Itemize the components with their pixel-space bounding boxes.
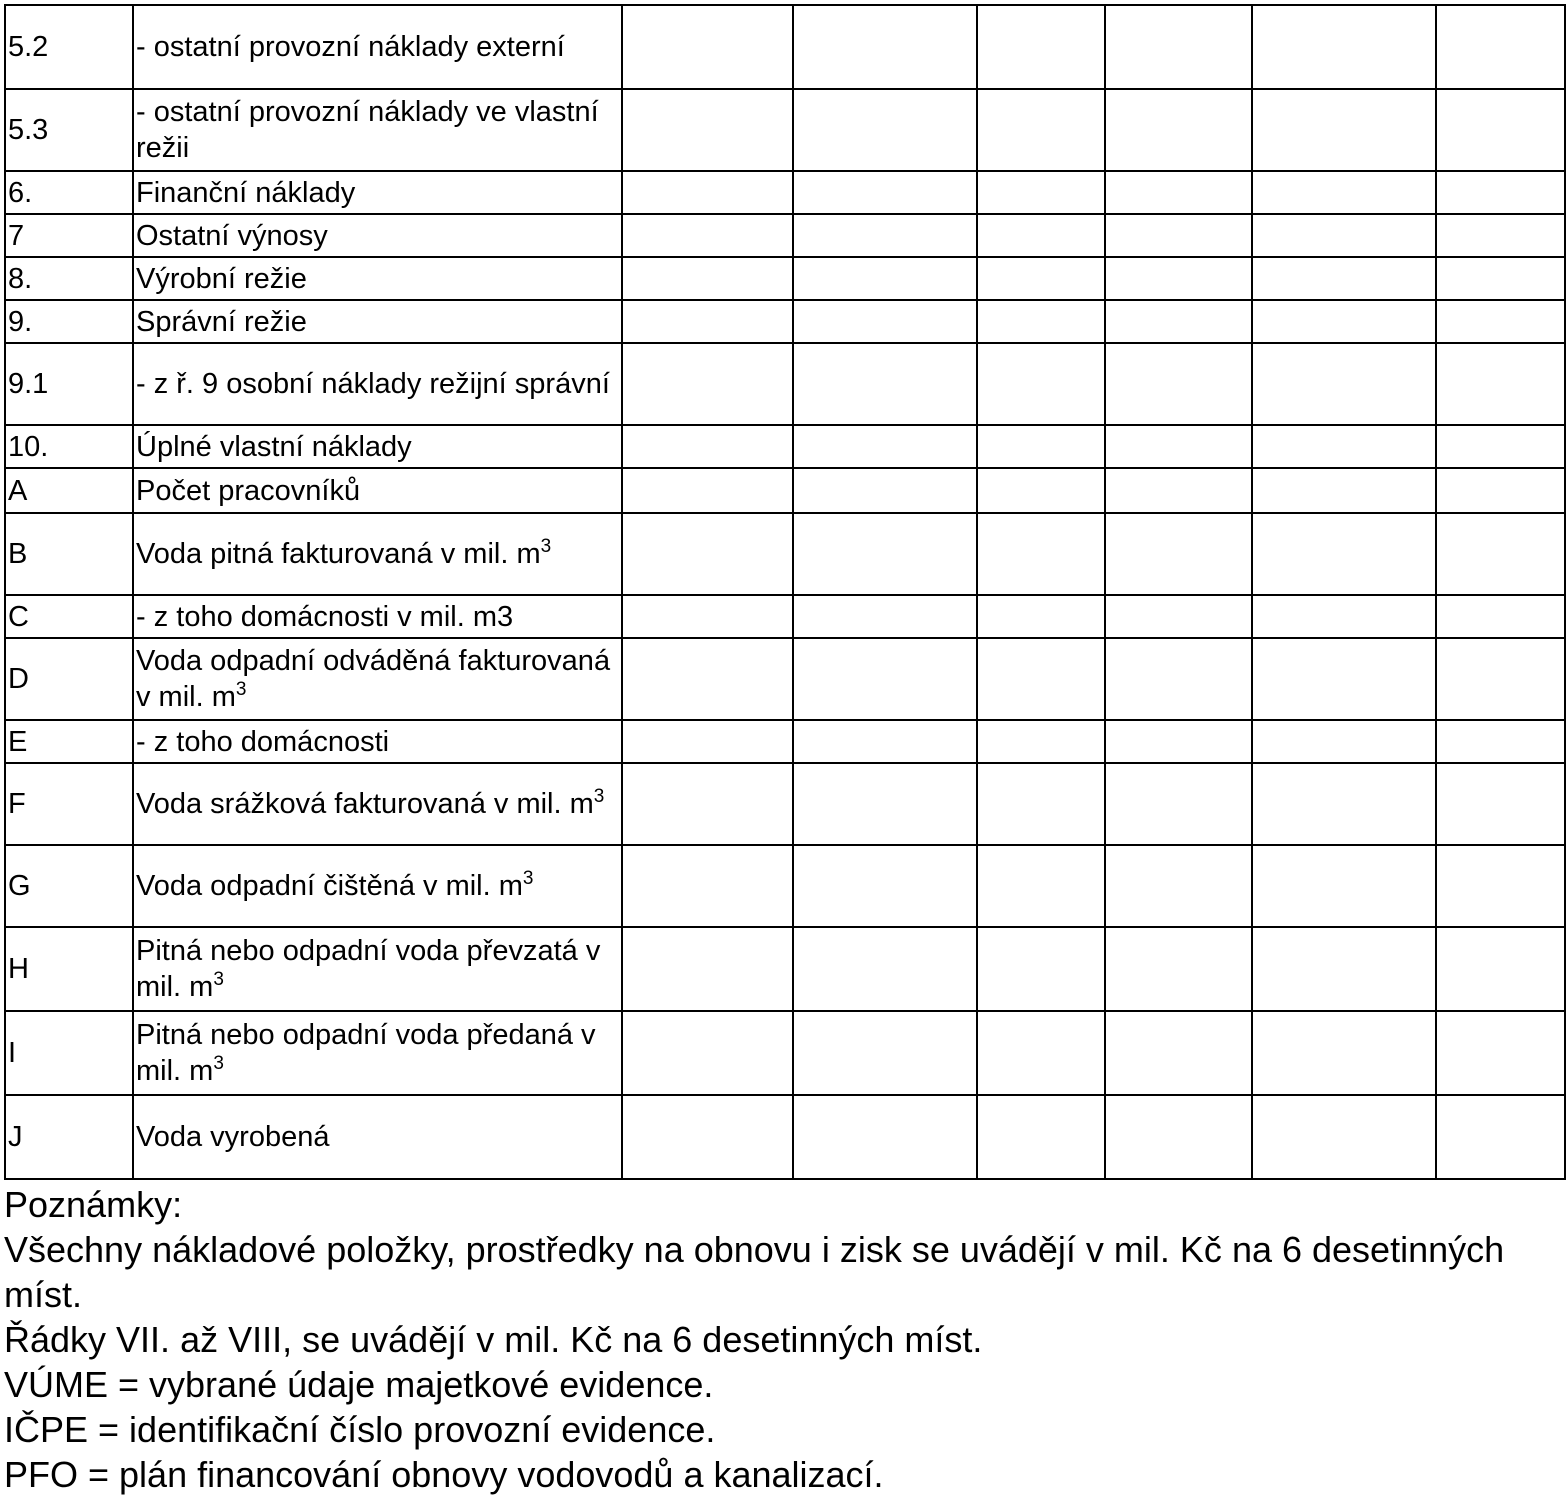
row-code: F (5, 763, 133, 845)
value-cell[interactable] (1105, 513, 1252, 595)
value-cell[interactable] (977, 300, 1105, 343)
row-label: Voda srážková fakturovaná v mil. $m^3$ (133, 763, 622, 845)
row-code: J (5, 1095, 133, 1179)
row-label: Správní režie (133, 300, 622, 343)
value-cell[interactable] (793, 5, 977, 89)
row-code: D (5, 638, 133, 720)
value-cell[interactable] (793, 845, 977, 927)
value-cell[interactable] (622, 763, 793, 845)
note-line: Řádky VII. až VIII, se uvádějí v mil. Kč na 6 desetinných míst. (4, 1319, 983, 1360)
value-cell[interactable] (1436, 763, 1565, 845)
value-cell[interactable] (1252, 300, 1436, 343)
value-cell[interactable] (1252, 5, 1436, 89)
row-code: 7 (5, 214, 133, 257)
cost-table (4, 4, 1566, 1180)
value-cell[interactable] (977, 214, 1105, 257)
value-cell[interactable] (622, 171, 793, 214)
value-cell[interactable] (622, 300, 793, 343)
value-cell[interactable] (793, 214, 977, 257)
value-cell[interactable] (977, 1095, 1105, 1179)
value-cell[interactable] (793, 513, 977, 595)
value-cell[interactable] (622, 595, 793, 638)
value-cell[interactable] (793, 1095, 977, 1179)
value-cell[interactable] (1252, 927, 1436, 1011)
value-cell[interactable] (622, 513, 793, 595)
value-cell[interactable] (1436, 927, 1565, 1011)
value-cell[interactable] (977, 343, 1105, 425)
value-cell[interactable] (1436, 595, 1565, 638)
table-row (5, 425, 1565, 468)
value-cell[interactable] (1252, 720, 1436, 763)
row-label: - ostatní provozní náklady externí (133, 5, 622, 89)
table-row (5, 1095, 1565, 1179)
value-cell[interactable] (1105, 638, 1252, 720)
row-label: Úplné vlastní náklady (133, 425, 622, 468)
value-cell[interactable] (1105, 763, 1252, 845)
value-cell[interactable] (1252, 638, 1436, 720)
value-cell[interactable] (977, 89, 1105, 171)
value-cell[interactable] (1252, 171, 1436, 214)
value-cell[interactable] (1252, 845, 1436, 927)
value-cell[interactable] (1436, 171, 1565, 214)
value-cell[interactable] (1436, 845, 1565, 927)
value-cell[interactable] (1252, 89, 1436, 171)
value-cell[interactable] (1105, 468, 1252, 513)
value-cell[interactable] (793, 89, 977, 171)
value-cell[interactable] (622, 5, 793, 89)
value-cell[interactable] (793, 638, 977, 720)
value-cell[interactable] (793, 927, 977, 1011)
value-cell[interactable] (977, 171, 1105, 214)
superscript: 3 (235, 679, 247, 700)
table-row (5, 638, 1565, 720)
value-cell[interactable] (1436, 343, 1565, 425)
table-row (5, 468, 1565, 513)
value-cell[interactable] (977, 927, 1105, 1011)
note-line: IČPE = identifikační číslo provozní evidence. (4, 1409, 716, 1450)
row-label: Pitná nebo odpadní voda předaná v mil. $m^3$ (133, 1011, 622, 1095)
value-cell[interactable] (1105, 595, 1252, 638)
table-row (5, 89, 1565, 171)
value-cell[interactable] (1436, 638, 1565, 720)
row-code: E (5, 720, 133, 763)
table-row (5, 763, 1565, 845)
value-cell[interactable] (1252, 468, 1436, 513)
row-code: 5.3 (5, 89, 133, 171)
value-cell[interactable] (793, 763, 977, 845)
value-cell[interactable] (1252, 257, 1436, 300)
value-cell[interactable] (977, 720, 1105, 763)
value-cell[interactable] (1436, 89, 1565, 171)
superscript: 3 (213, 969, 224, 990)
table-row (5, 595, 1565, 638)
value-cell[interactable] (1105, 1095, 1252, 1179)
value-cell[interactable] (793, 343, 977, 425)
value-cell[interactable] (1105, 5, 1252, 89)
row-code: H (5, 927, 133, 1011)
value-cell[interactable] (793, 1011, 977, 1095)
row-code: B (5, 513, 133, 595)
value-cell[interactable] (1252, 763, 1436, 845)
value-cell[interactable] (1105, 720, 1252, 763)
table-row (5, 171, 1565, 214)
value-cell[interactable] (1105, 845, 1252, 927)
row-label: Výrobní režie (133, 257, 622, 300)
value-cell[interactable] (1252, 595, 1436, 638)
value-cell[interactable] (977, 5, 1105, 89)
value-cell[interactable] (622, 257, 793, 300)
value-cell[interactable] (793, 257, 977, 300)
value-cell[interactable] (977, 763, 1105, 845)
value-cell[interactable] (977, 468, 1105, 513)
notes-section (4, 1182, 1559, 1497)
row-code: I (5, 1011, 133, 1095)
value-cell[interactable] (1436, 1011, 1565, 1095)
row-code: 5.2 (5, 5, 133, 89)
value-cell[interactable] (1105, 214, 1252, 257)
row-label: Voda pitná fakturovaná v mil. $m^3$ (133, 513, 622, 595)
value-cell[interactable] (1436, 1095, 1565, 1179)
value-cell[interactable] (1105, 300, 1252, 343)
value-cell[interactable] (1105, 343, 1252, 425)
value-cell[interactable] (1436, 468, 1565, 513)
value-cell[interactable] (793, 595, 977, 638)
row-code: G (5, 845, 133, 927)
value-cell[interactable] (1252, 214, 1436, 257)
superscript: 3 (213, 1053, 224, 1074)
row-code: C (5, 595, 133, 638)
table-row (5, 214, 1565, 257)
value-cell[interactable] (1252, 425, 1436, 468)
superscript: 3 (522, 868, 534, 889)
row-code: 9. (5, 300, 133, 343)
value-cell[interactable] (1436, 720, 1565, 763)
value-cell[interactable] (793, 171, 977, 214)
value-cell[interactable] (622, 638, 793, 720)
superscript: 3 (593, 786, 605, 807)
row-code: 9.1 (5, 343, 133, 425)
row-label: - ostatní provozní náklady ve vlastní režii (133, 89, 622, 171)
value-cell[interactable] (1436, 257, 1565, 300)
row-label: Voda odpadní odváděná fakturovaná v mil. $m^3$ (133, 638, 622, 720)
value-cell[interactable] (1252, 1011, 1436, 1095)
table-row (5, 513, 1565, 595)
superscript: 3 (540, 536, 552, 557)
table-row (5, 257, 1565, 300)
row-label: Voda vyrobená (133, 1095, 622, 1179)
table-row (5, 927, 1565, 1011)
value-cell[interactable] (622, 1095, 793, 1179)
value-cell[interactable] (977, 1011, 1105, 1095)
value-cell[interactable] (977, 638, 1105, 720)
value-cell[interactable] (622, 214, 793, 257)
row-label: - z ř. 9 osobní náklady režijní správní (133, 343, 622, 425)
value-cell[interactable] (622, 425, 793, 468)
value-cell[interactable] (622, 927, 793, 1011)
value-cell[interactable] (793, 300, 977, 343)
value-cell[interactable] (622, 468, 793, 513)
value-cell[interactable] (793, 468, 977, 513)
table-row (5, 5, 1565, 89)
value-cell[interactable] (622, 845, 793, 927)
value-cell[interactable] (977, 595, 1105, 638)
row-code: A (5, 468, 133, 513)
table-row (5, 1011, 1565, 1095)
value-cell[interactable] (1436, 5, 1565, 89)
row-label: Ostatní výnosy (133, 214, 622, 257)
value-cell[interactable] (977, 257, 1105, 300)
row-label: Počet pracovníků (133, 468, 622, 513)
table-row (5, 720, 1565, 763)
value-cell[interactable] (793, 425, 977, 468)
row-label: Pitná nebo odpadní voda převzatá v mil. $m^3$ (133, 927, 622, 1011)
value-cell[interactable] (622, 343, 793, 425)
value-cell[interactable] (977, 845, 1105, 927)
value-cell[interactable] (977, 425, 1105, 468)
value-cell[interactable] (1252, 513, 1436, 595)
value-cell[interactable] (622, 720, 793, 763)
row-code: 8. (5, 257, 133, 300)
table-row (5, 343, 1565, 425)
value-cell[interactable] (1105, 927, 1252, 1011)
row-label: - z toho domácnosti v mil. m3 (133, 595, 622, 638)
value-cell[interactable] (1436, 425, 1565, 468)
row-code: 10. (5, 425, 133, 468)
value-cell[interactable] (622, 89, 793, 171)
value-cell[interactable] (793, 720, 977, 763)
value-cell[interactable] (977, 513, 1105, 595)
note-line: PFO = plán financování obnovy vodovodů a kanalizací. (4, 1454, 884, 1495)
note-line: VÚME = vybrané údaje majetkové evidence. (4, 1364, 714, 1405)
value-cell[interactable] (1105, 89, 1252, 171)
value-cell[interactable] (1105, 425, 1252, 468)
row-label: Finanční náklady (133, 171, 622, 214)
row-label: - z toho domácnosti (133, 720, 622, 763)
table-row (5, 300, 1565, 343)
table-row (5, 845, 1565, 927)
value-cell[interactable] (1105, 171, 1252, 214)
value-cell[interactable] (1436, 513, 1565, 595)
row-code: 6. (5, 171, 133, 214)
value-cell[interactable] (622, 1011, 793, 1095)
value-cell[interactable] (1252, 343, 1436, 425)
note-line: Všechny nákladové položky, prostředky na obnovu i zisk se uvádějí v mil. Kč na 6 desetinných míst. (4, 1229, 1505, 1315)
value-cell[interactable] (1436, 214, 1565, 257)
value-cell[interactable] (1105, 1011, 1252, 1095)
value-cell[interactable] (1436, 300, 1565, 343)
row-label: Voda odpadní čištěná v mil. $m^3$ (133, 845, 622, 927)
value-cell[interactable] (1105, 257, 1252, 300)
value-cell[interactable] (1252, 1095, 1436, 1179)
notes-heading: Poznámky: (4, 1184, 183, 1225)
